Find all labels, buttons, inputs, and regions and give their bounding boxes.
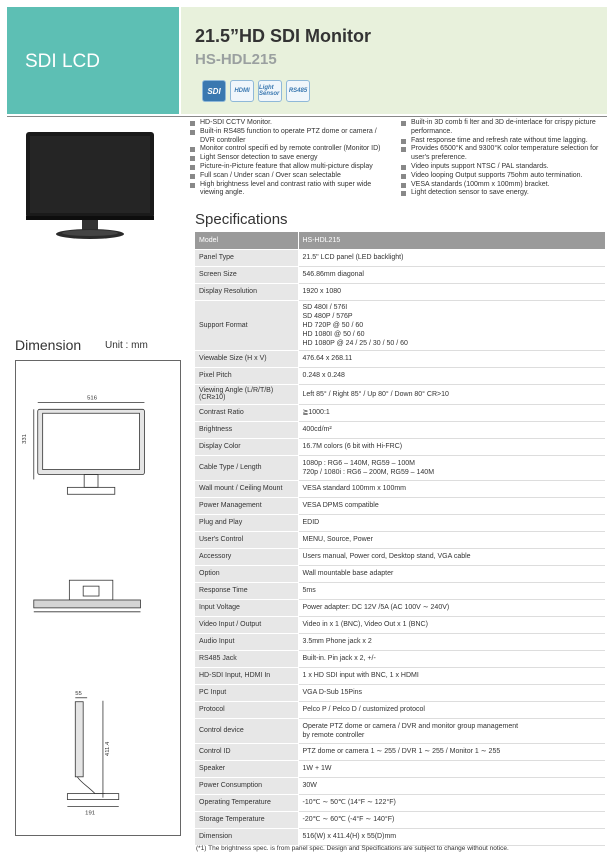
spec-row — [195, 650, 605, 667]
dimension-heading: Dimension — [15, 337, 82, 353]
spec-value — [298, 633, 605, 650]
spec-value-line: HD 1080P @ 24 / 25 / 30 / 50 / 60 — [302, 339, 408, 347]
feature-badges — [202, 80, 310, 102]
spec-value — [298, 455, 605, 480]
spec-value — [298, 616, 605, 633]
sdi-badge-icon: SDI — [202, 80, 226, 102]
spec-value — [298, 421, 605, 438]
spec-value — [298, 565, 605, 582]
spec-label: Panel Type — [195, 249, 298, 266]
spec-value-line: HD 720P @ 50 / 60 — [302, 321, 364, 329]
spec-row — [195, 455, 605, 480]
spec-value — [298, 300, 605, 350]
spec-row — [195, 616, 605, 633]
dim-height: 331 — [21, 434, 28, 444]
spec-row — [195, 531, 605, 548]
spec-value-line: -20℃ ∼ 60℃ (-4°F ∼ 140°F) — [302, 816, 395, 823]
dimension-unit: Unit : mm — [105, 340, 148, 351]
spec-value — [298, 232, 605, 249]
spec-value-line: 1920 x 1080 — [302, 288, 342, 295]
spec-value-line: 1 x HD SDI input with BNC, 1 x HDMI — [302, 672, 419, 679]
spec-row — [195, 565, 605, 582]
spec-row — [195, 743, 605, 760]
spec-label: Accessory — [195, 548, 298, 565]
spec-value-line: 0.248 x 0.248 — [302, 372, 345, 379]
spec-label: Support Format — [195, 300, 298, 350]
spec-label: Option — [195, 565, 298, 582]
spec-row — [195, 283, 605, 300]
feature-item: High brightness level and contrast ratio with super wide viewing angle. — [190, 181, 390, 199]
spec-value-line: Power adapter: DC 12V /5A (AC 100V ∼ 240V) — [302, 604, 450, 611]
spec-row — [195, 684, 605, 701]
spec-value-line: 516(W) x 411.4(H) x 55(D)mm — [302, 833, 397, 840]
spec-label: Input Voltage — [195, 599, 298, 616]
spec-value — [298, 599, 605, 616]
spec-value — [298, 718, 605, 743]
spec-value — [298, 497, 605, 514]
spec-label: Pixel Pitch — [195, 367, 298, 384]
spec-value — [298, 531, 605, 548]
spec-row — [195, 760, 605, 777]
spec-label: Plug and Play — [195, 514, 298, 531]
spec-value — [298, 404, 605, 421]
spec-value-line: Users manual, Power cord, Desktop stand, VGA cable — [302, 553, 471, 560]
spec-value-line: SD 480P / 576P — [302, 312, 353, 320]
spec-row — [195, 777, 605, 794]
spec-label: HD-SDI Input, HDMI In — [195, 667, 298, 684]
specifications-heading: Specifications — [195, 211, 288, 228]
spec-value — [298, 249, 605, 266]
spec-value-line: VGA D-Sub 15Pins — [302, 689, 363, 696]
spec-value-line: 21.5" LCD panel (LED backlight) — [302, 254, 404, 261]
spec-label: Brightness — [195, 421, 298, 438]
title-banner — [181, 7, 607, 114]
spec-label: User's Control — [195, 531, 298, 548]
spec-value-line: 3.5mm Phone jack x 2 — [302, 638, 372, 645]
spec-value — [298, 743, 605, 760]
spec-value-line: 5ms — [302, 587, 316, 594]
spec-label: Contrast Ratio — [195, 404, 298, 421]
spec-value — [298, 480, 605, 497]
spec-value-line: HD 1080I @ 50 / 60 — [302, 330, 365, 338]
spec-value — [298, 548, 605, 565]
spec-value — [298, 514, 605, 531]
spec-value-line: 30W — [302, 782, 317, 789]
spec-row — [195, 633, 605, 650]
spec-value-line: 1080p : RG6 – 140M, RG59 – 100M — [302, 459, 415, 467]
spec-value-line: 546.86mm diagonal — [302, 271, 364, 278]
spec-row — [195, 514, 605, 531]
spec-value — [298, 266, 605, 283]
feature-item: Video inputs support NTSC / PAL standards. — [401, 163, 607, 172]
spec-value-line: Video in x 1 (BNC), Video Out x 1 (BNC) — [302, 621, 428, 628]
spec-value-line: by remote controller — [302, 731, 365, 739]
spec-value — [298, 283, 605, 300]
footnote: (*1) The brightness spec. is from panel spec. Design and Specifications are subject to change without notice. — [196, 845, 509, 852]
feature-item: VESA standards (100mm x 100mm) bracket. — [401, 181, 607, 190]
spec-value-line: VESA DPMS compatible — [302, 502, 379, 509]
spec-value-line: MENU, Source, Power — [302, 536, 373, 543]
spec-label: Control ID — [195, 743, 298, 760]
spec-value-line: Wall mountable base adapter — [302, 570, 394, 577]
dim-width: 516 — [87, 395, 97, 402]
category-banner — [7, 7, 179, 114]
spec-value — [298, 650, 605, 667]
monitor-photo — [24, 130, 156, 245]
spec-value-line: EDID — [302, 519, 320, 526]
rs485-badge-icon: RS485 — [286, 80, 310, 102]
feature-item: Provides 6500°K and 9300°K color temperature selection for user's preference. — [401, 145, 607, 163]
spec-label: Viewable Size (H x V) — [195, 350, 298, 367]
spec-label: Power Management — [195, 497, 298, 514]
specifications-table — [195, 232, 605, 846]
spec-row — [195, 249, 605, 266]
spec-row — [195, 438, 605, 455]
feature-item: Fast response time and refresh rate without time lagging. — [401, 137, 607, 146]
hdmi-badge-icon: HDMI — [230, 80, 254, 102]
spec-value — [298, 384, 605, 404]
spec-value-line: 1W + 1W — [302, 765, 332, 772]
spec-row — [195, 232, 605, 249]
spec-row — [195, 811, 605, 828]
spec-value-line: 720p / 1080i : RG6 – 200M, RG59 – 140M — [302, 468, 435, 476]
spec-value — [298, 777, 605, 794]
spec-value-line: SD 480I / 576I — [302, 303, 348, 311]
spec-row — [195, 300, 605, 350]
spec-value-line: ≧1000:1 — [302, 409, 330, 416]
spec-value — [298, 350, 605, 367]
spec-label: Model — [195, 232, 298, 249]
spec-label: Response Time — [195, 582, 298, 599]
spec-label: Speaker — [195, 760, 298, 777]
spec-row — [195, 828, 605, 845]
feature-item: Light Sensor detection to save energy — [190, 154, 390, 163]
spec-label: Wall mount / Ceiling Mount — [195, 480, 298, 497]
spec-value — [298, 582, 605, 599]
spec-label: Display Resolution — [195, 283, 298, 300]
header-divider — [7, 116, 607, 117]
spec-value — [298, 367, 605, 384]
spec-value — [298, 794, 605, 811]
spec-row — [195, 599, 605, 616]
feature-item: Light detection sensor to save energy. — [401, 189, 607, 198]
spec-row — [195, 701, 605, 718]
spec-row — [195, 367, 605, 384]
feature-list-right — [401, 119, 607, 198]
spec-label: RS485 Jack — [195, 650, 298, 667]
dim-side-height: 411.4 — [104, 741, 111, 757]
spec-value-line: Operate PTZ dome or camera / DVR and monitor group management — [302, 722, 519, 730]
spec-label: Video Input / Output — [195, 616, 298, 633]
spec-value-line: 16.7M colors (6 bit with Hi-FRC) — [302, 443, 403, 450]
spec-row — [195, 421, 605, 438]
spec-value-line: Built-in. Pin jack x 2, +/- — [302, 655, 376, 662]
spec-value-line: 400cd/m² — [302, 426, 332, 433]
spec-value-line: Pelco P / Pelco D / customized protocol — [302, 706, 425, 713]
spec-label: Viewing Angle (L/R/T/B) (CR≥10) — [195, 384, 298, 404]
spec-row — [195, 667, 605, 684]
dimension-drawing — [15, 360, 181, 836]
spec-label: PC Input — [195, 684, 298, 701]
spec-value — [298, 684, 605, 701]
feature-item: HD-SDI CCTV Monitor. — [190, 119, 390, 128]
spec-row — [195, 266, 605, 283]
dim-depth: 55 — [75, 690, 82, 697]
spec-row — [195, 404, 605, 421]
spec-row — [195, 350, 605, 367]
spec-row — [195, 582, 605, 599]
spec-row — [195, 480, 605, 497]
dim-base: 191 — [85, 810, 96, 817]
spec-value — [298, 760, 605, 777]
spec-label: Power Consumption — [195, 777, 298, 794]
spec-value — [298, 667, 605, 684]
spec-value — [298, 438, 605, 455]
spec-value-line: 476.64 x 268.11 — [302, 355, 353, 362]
spec-label: Control device — [195, 718, 298, 743]
spec-value-line: Left 85° / Right 85° / Up 80° / Down 80° CR>10 — [302, 390, 449, 398]
spec-label: Dimension — [195, 828, 298, 845]
spec-label: Screen Size — [195, 266, 298, 283]
feature-item: Built-in RS485 function to operate PTZ dome or camera / DVR controller — [190, 128, 390, 146]
spec-label: Protocol — [195, 701, 298, 718]
feature-item: Picture-in-Picture feature that allow multi-picture display — [190, 163, 390, 172]
spec-value — [298, 811, 605, 828]
spec-row — [195, 384, 605, 404]
spec-label: Cable Type / Length — [195, 455, 298, 480]
spec-label: Operating Temperature — [195, 794, 298, 811]
spec-label: Display Color — [195, 438, 298, 455]
feature-item: Full scan / Under scan / Over scan selectable — [190, 172, 390, 181]
spec-row — [195, 794, 605, 811]
spec-value — [298, 828, 605, 845]
feature-item: Monitor control specifi ed by remote controller (Monitor ID) — [190, 145, 390, 154]
spec-label: Audio Input — [195, 633, 298, 650]
product-title: 21.5”HD SDI Monitor — [195, 26, 372, 46]
spec-row — [195, 497, 605, 514]
spec-label: Storage Temperature — [195, 811, 298, 828]
feature-item: Built-in 3D comb fi lter and 3D de-interlace for crispy picture performance. — [401, 119, 607, 137]
spec-value — [298, 701, 605, 718]
spec-value-line: VESA standard 100mm x 100mm — [302, 485, 406, 492]
spec-value-line: PTZ dome or camera 1 ∼ 255 / DVR 1 ∼ 255 / Monitor 1 ∼ 255 — [302, 748, 501, 755]
spec-row — [195, 718, 605, 743]
feature-item: Video looping Output supports 75ohm auto termination. — [401, 172, 607, 181]
light-sensor-badge-icon: Light Sensor — [258, 80, 282, 102]
spec-row — [195, 548, 605, 565]
category-label: SDI LCD — [25, 51, 100, 72]
spec-value-line: -10℃ ∼ 50℃ (14°F ∼ 122°F) — [302, 799, 396, 806]
spec-value-line: HS-HDL215 — [302, 236, 341, 244]
feature-list-left — [190, 119, 390, 198]
model-number: HS-HDL215 — [195, 51, 277, 68]
